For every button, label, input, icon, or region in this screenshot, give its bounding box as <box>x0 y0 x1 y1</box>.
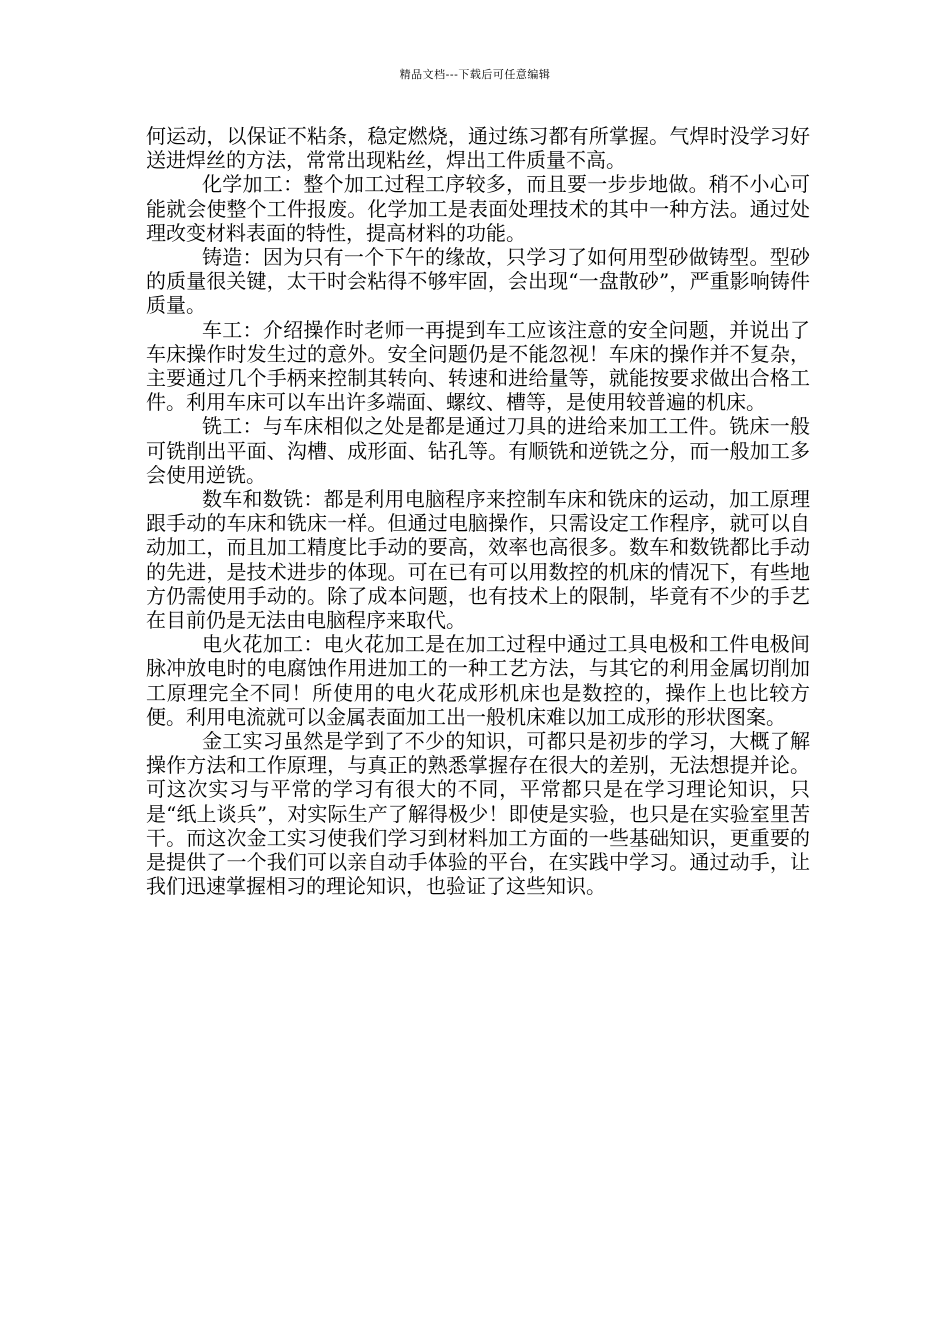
paragraph-welding: 何运动，以保证不粘条，稳定燃烧，通过练习都有所掌握。气焊时没学习好送进焊丝的方法，常常出现粘丝，焊出工件质量不高。 <box>146 124 810 173</box>
paragraph-milling: 铣工：与车床相似之处是都是通过刀具的进给来加工工件。铣床一般可铣削出平面、沟槽、成形面、钻孔等。有顺铣和逆铣之分，而一般加工多会使用逆铣。 <box>146 414 810 487</box>
paragraph-chemical-machining: 化学加工：整个加工过程工序较多，而且要一步步地做。稍不小心可能就会使整个工件报废。化学加工是表面处理技术的其中一种方法。通过处理改变材料表面的特性，提高材料的功能。 <box>146 172 810 245</box>
document-body <box>146 124 810 899</box>
paragraph-conclusion: 金工实习虽然是学到了不少的知识，可都只是初步的学习，大概了解操作方法和工作原理，与真正的熟悉掌握存在很大的差别，无法想提并论。可这次实习与平常的学习有很大的不同，平常都只是在学习理论知识，只是“纸上谈兵”，对实际生产了解得极少！即使是实验，也只是在实验室里苦干。而这次金工实习使我们学习到材料加工方面的一些基础知识，更重要的是提供了一个我们可以亲自动手体验的平台，在实践中学习。通过动手，让我们迅速掌握相习的理论知识，也验证了这些知识。 <box>146 729 810 899</box>
paragraph-cnc: 数车和数铣：都是利用电脑程序来控制车床和铣床的运动，加工原理跟手动的车床和铣床一样。但通过电脑操作，只需设定工作程序，就可以自动加工，而且加工精度比手动的要高，效率也高很多。数车和数铣都比手动的先进，是技术进步的体现。可在已有可以用数控的机床的情况下，有些地方仍需使用手动的。除了成本问题，也有技术上的限制，毕竟有不少的手艺在目前仍是无法由电脑程序来取代。 <box>146 487 810 633</box>
paragraph-edm: 电火花加工：电火花加工是在加工过程中通过工具电极和工件电极间脉冲放电时的电腐蚀作用进加工的一种工艺方法，与其它的利用金属切削加工原理完全不同！所使用的电火花成形机床也是数控的，操作上也比较方便。利用电流就可以金属表面加工出一般机床难以加工成形的形状图案。 <box>146 632 810 729</box>
paragraph-turning: 车工：介绍操作时老师一再提到车工应该注意的安全问题，并说出了车床操作时发生过的意外。安全问题仍是不能忽视！车床的操作并不复杂，主要通过几个手柄来控制其转向、转速和进给量等，就能按要求做出合格工件。利用车床可以车出许多端面、螺纹、槽等，是使用较普遍的机床。 <box>146 317 810 415</box>
paragraph-casting: 铸造：因为只有一个下午的缘故，只学习了如何用型砂做铸型。型砂的质量很关键，太干时会粘得不够牢固，会出现“一盘散砂”，严重影响铸件质量。 <box>146 245 810 318</box>
page-header: 精品文档---下载后可任意编辑 <box>399 68 551 81</box>
